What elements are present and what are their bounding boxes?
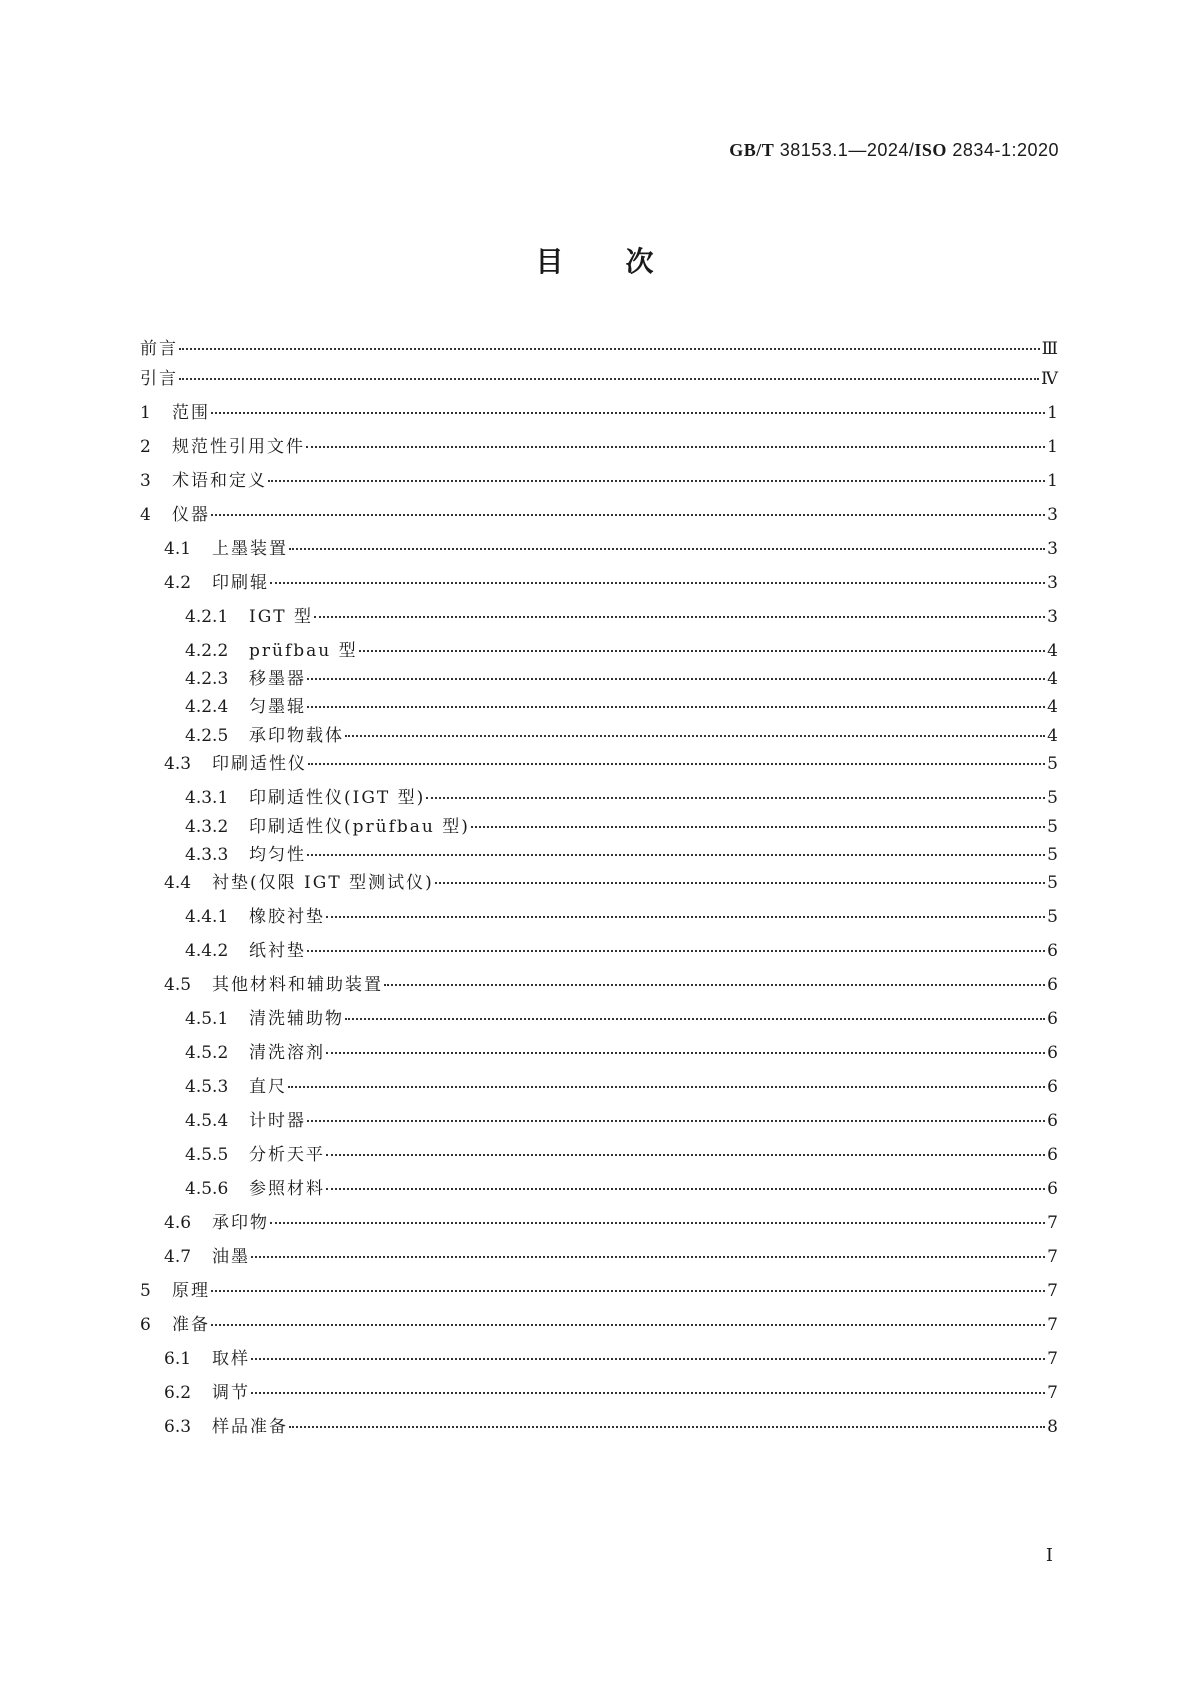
toc-leader-dots xyxy=(345,735,1045,737)
toc-leader-dots xyxy=(179,378,1039,380)
toc-entry-page: 6 xyxy=(1047,975,1058,995)
toc-entry[interactable] xyxy=(140,665,1058,693)
toc-entry[interactable] xyxy=(140,750,1058,778)
toc-entry[interactable] xyxy=(140,813,1058,841)
toc-entry-page: 7 xyxy=(1047,1315,1058,1335)
toc-entry-number: 4.4.2 xyxy=(185,941,229,961)
toc-entry-page: 5 xyxy=(1047,788,1058,808)
toc-entry-page: 7 xyxy=(1047,1349,1058,1369)
toc-entry-label: 清洗辅助物 xyxy=(249,1009,344,1029)
toc-leader-dots xyxy=(251,1392,1045,1394)
toc-leader-dots xyxy=(270,582,1045,584)
toc-entry-page: 6 xyxy=(1047,1145,1058,1165)
toc-entry-page: 5 xyxy=(1047,817,1058,837)
toc-entry[interactable] xyxy=(140,869,1058,897)
toc-leader-dots xyxy=(307,706,1045,708)
toc-entry[interactable] xyxy=(140,971,1058,999)
toc-entry-label: 纸衬垫 xyxy=(249,941,306,961)
toc-leader-dots xyxy=(211,412,1045,414)
toc-entry-label: 其他材料和辅助装置 xyxy=(212,975,383,995)
toc-entry-page: 1 xyxy=(1047,437,1058,457)
toc-leader-dots xyxy=(307,1120,1045,1122)
toc-leader-dots xyxy=(435,882,1045,884)
toc-leader-dots xyxy=(308,763,1045,765)
toc-entry-label: 原理 xyxy=(172,1281,210,1301)
toc-entry[interactable] xyxy=(140,1379,1058,1407)
toc-entry-page: 4 xyxy=(1047,641,1058,661)
toc-entry-label: 准备 xyxy=(172,1315,210,1335)
toc-entry-label: 衬垫(仅限 IGT 型测试仪) xyxy=(212,873,434,893)
toc-entry-page: 3 xyxy=(1047,505,1058,525)
toc-entry[interactable] xyxy=(140,335,1058,363)
toc-leader-dots xyxy=(270,1222,1045,1224)
toc-entry-number: 4.5.6 xyxy=(185,1179,229,1199)
toc-entry[interactable] xyxy=(140,1107,1058,1135)
toc-entry[interactable] xyxy=(140,784,1058,812)
toc-leader-dots xyxy=(307,950,1045,952)
toc-entry-label: 分析天平 xyxy=(249,1145,325,1165)
toc-entry-number: 4.6 xyxy=(164,1213,192,1233)
toc-entry-page: 6 xyxy=(1047,1009,1058,1029)
iso-number: 2834-1:2020 xyxy=(946,140,1059,160)
toc-entry-number: 4.5.4 xyxy=(185,1111,229,1131)
toc-entry[interactable] xyxy=(140,722,1058,750)
toc-entry-page: 3 xyxy=(1047,539,1058,559)
toc-leader-dots xyxy=(359,650,1046,652)
toc-entry-label: 印刷适性仪(IGT 型) xyxy=(249,788,426,808)
toc-entry-number: 4.3.1 xyxy=(185,788,229,808)
toc-entry-page: 7 xyxy=(1047,1281,1058,1301)
toc-leader-dots xyxy=(326,916,1045,918)
toc-entry-page: 5 xyxy=(1047,754,1058,774)
toc-entry-label: 术语和定义 xyxy=(172,471,267,491)
toc-entry[interactable] xyxy=(140,1175,1058,1203)
toc-entry-label: 均匀性 xyxy=(249,845,306,865)
toc-entry[interactable] xyxy=(140,399,1058,427)
toc-entry-page: 4 xyxy=(1047,697,1058,717)
toc-entry-number: 4.5 xyxy=(164,975,192,995)
standard-code-prefix: GB/T xyxy=(729,140,775,160)
toc-entry-label: 油墨 xyxy=(212,1247,250,1267)
toc-entry[interactable] xyxy=(140,365,1058,393)
toc-leader-dots xyxy=(289,1426,1045,1428)
toc-entry-number: 4.5.5 xyxy=(185,1145,229,1165)
toc-entry[interactable] xyxy=(140,1413,1058,1441)
toc-entry-page: 8 xyxy=(1047,1417,1058,1437)
toc-entry-number: 4.2.4 xyxy=(185,697,229,717)
toc-entry-label: 样品准备 xyxy=(212,1417,288,1437)
toc-leader-dots xyxy=(268,480,1045,482)
toc-entry-label: 橡胶衬垫 xyxy=(249,907,325,927)
toc-entry[interactable] xyxy=(140,637,1058,665)
toc-entry-label: 直尺 xyxy=(249,1077,287,1097)
toc-entry-label: 印刷适性仪(prüfbau 型) xyxy=(249,817,470,837)
toc-entry-number: 6.2 xyxy=(164,1383,192,1403)
toc-entry-number: 6 xyxy=(140,1315,151,1335)
toc-entry-number: 4.3.3 xyxy=(185,845,229,865)
toc-entry-label: 印刷适性仪 xyxy=(212,754,307,774)
toc-entry-number: 4.3 xyxy=(164,754,192,774)
toc-entry-label: 清洗溶剂 xyxy=(249,1043,325,1063)
toc-entry-number: 4.2.3 xyxy=(185,669,229,689)
toc-entry-label: 规范性引用文件 xyxy=(172,437,305,457)
toc-leader-dots xyxy=(345,1018,1045,1020)
toc-entry-number: 4.2.1 xyxy=(185,607,229,627)
toc-entry-page: 6 xyxy=(1047,1179,1058,1199)
toc-leader-dots xyxy=(326,1188,1045,1190)
toc-leader-dots xyxy=(426,797,1045,799)
toc-entry-page: 1 xyxy=(1047,471,1058,491)
toc-entry-label: 承印物载体 xyxy=(249,726,344,746)
standard-code xyxy=(729,140,1059,161)
toc-entry-number: 4.4.1 xyxy=(185,907,229,927)
toc-entry-label: 取样 xyxy=(212,1349,250,1369)
toc-entry[interactable] xyxy=(140,693,1058,721)
toc-entry[interactable] xyxy=(140,535,1058,563)
toc-entry-page: 4 xyxy=(1047,726,1058,746)
toc-leader-dots xyxy=(307,854,1045,856)
toc-entry-number: 4.2 xyxy=(164,573,192,593)
toc-leader-dots xyxy=(288,1086,1045,1088)
toc-entry[interactable] xyxy=(140,937,1058,965)
toc-entry-number: 6.1 xyxy=(164,1349,192,1369)
toc-leader-dots xyxy=(471,826,1045,828)
toc-leader-dots xyxy=(326,1154,1045,1156)
iso-prefix: ISO xyxy=(914,140,947,160)
toc-leader-dots xyxy=(306,446,1045,448)
toc-entry-number: 1 xyxy=(140,403,151,423)
toc-leader-dots xyxy=(251,1358,1045,1360)
toc-entry-number: 4.2.5 xyxy=(185,726,229,746)
toc-entry-page: 6 xyxy=(1047,1043,1058,1063)
toc-entry[interactable] xyxy=(140,841,1058,869)
toc-entry[interactable] xyxy=(140,467,1058,495)
toc-entry-page: Ⅲ xyxy=(1041,339,1058,359)
toc-entry-label: 印刷辊 xyxy=(212,573,269,593)
toc-leader-dots xyxy=(211,514,1045,516)
toc-entry-number: 4.5.3 xyxy=(185,1077,229,1097)
toc-entry-number: 4.4 xyxy=(164,873,192,893)
toc-entry-number: 4.2.2 xyxy=(185,641,229,661)
toc-entry-page: 3 xyxy=(1047,607,1058,627)
toc-entry[interactable] xyxy=(140,1073,1058,1101)
toc-entry-label: 调节 xyxy=(212,1383,250,1403)
toc-entry[interactable] xyxy=(140,501,1058,529)
toc-entry-number: 5 xyxy=(140,1281,151,1301)
toc-entry-page: 5 xyxy=(1047,907,1058,927)
toc-entry[interactable] xyxy=(140,1311,1058,1339)
toc-entry-label: 移墨器 xyxy=(249,669,306,689)
toc-entry-page: 4 xyxy=(1047,669,1058,689)
toc-entry-page: 5 xyxy=(1047,873,1058,893)
toc-entry[interactable] xyxy=(140,1345,1058,1373)
toc-leader-dots xyxy=(307,678,1045,680)
toc-leader-dots xyxy=(289,548,1045,550)
toc-entry-label: 匀墨辊 xyxy=(249,697,306,717)
toc-entry-label: 参照材料 xyxy=(249,1179,325,1199)
toc-leader-dots xyxy=(179,348,1040,350)
toc-entry-label: 计时器 xyxy=(249,1111,306,1131)
toc-entry-page: 7 xyxy=(1047,1247,1058,1267)
toc-entry[interactable] xyxy=(140,903,1058,931)
page-title-char-2: 次 xyxy=(625,245,656,278)
toc-leader-dots xyxy=(251,1256,1045,1258)
toc-entry-label: 引言 xyxy=(140,369,178,389)
toc-entry[interactable] xyxy=(140,1141,1058,1169)
toc-entry-label: 范围 xyxy=(172,403,210,423)
toc-leader-dots xyxy=(211,1324,1045,1326)
toc-entry[interactable] xyxy=(140,433,1058,461)
toc-leader-dots xyxy=(211,1290,1045,1292)
toc-entry[interactable] xyxy=(140,1005,1058,1033)
toc-entry-label: 上墨装置 xyxy=(212,539,288,559)
toc-entry[interactable] xyxy=(140,603,1058,631)
toc-entry-number: 4.5.1 xyxy=(185,1009,229,1029)
toc-leader-dots xyxy=(384,984,1045,986)
toc-entry[interactable] xyxy=(140,1209,1058,1237)
standard-code-number: 38153.1—2024/ xyxy=(774,140,915,160)
page-title-char-1: 目 xyxy=(535,245,566,278)
toc-entry-number: 2 xyxy=(140,437,151,457)
toc-entry-page: 6 xyxy=(1047,941,1058,961)
toc-entry-page: 6 xyxy=(1047,1111,1058,1131)
toc-entry-page: 7 xyxy=(1047,1383,1058,1403)
toc-entry-label: 仪器 xyxy=(172,505,210,525)
toc-entry-number: 3 xyxy=(140,471,151,491)
toc-entry[interactable] xyxy=(140,569,1058,597)
toc-entry[interactable] xyxy=(140,1277,1058,1305)
toc-entry-number: 4 xyxy=(140,505,151,525)
toc-entry-page: 7 xyxy=(1047,1213,1058,1233)
toc-entry-number: 4.3.2 xyxy=(185,817,229,837)
toc-entry-label: 前言 xyxy=(140,339,178,359)
toc-entry[interactable] xyxy=(140,1243,1058,1271)
toc-entry-label: prüfbau 型 xyxy=(249,641,358,661)
toc-entry-page: 1 xyxy=(1047,403,1058,423)
toc-entry-page: 5 xyxy=(1047,845,1058,865)
toc-entry[interactable] xyxy=(140,1039,1058,1067)
toc-entry-number: 4.7 xyxy=(164,1247,192,1267)
toc-entry-page: 3 xyxy=(1047,573,1058,593)
toc-leader-dots xyxy=(326,1052,1045,1054)
toc-leader-dots xyxy=(314,616,1045,618)
toc-entry-page: Ⅳ xyxy=(1041,369,1058,389)
toc-entry-number: 4.5.2 xyxy=(185,1043,229,1063)
page-title xyxy=(0,240,1191,280)
page-number: I xyxy=(1045,1545,1053,1566)
toc-entry-number: 4.1 xyxy=(164,539,192,559)
toc-entry-label: IGT 型 xyxy=(249,607,314,627)
toc-entry-label: 承印物 xyxy=(212,1213,269,1233)
toc-entry-number: 6.3 xyxy=(164,1417,192,1437)
toc-entry-page: 6 xyxy=(1047,1077,1058,1097)
